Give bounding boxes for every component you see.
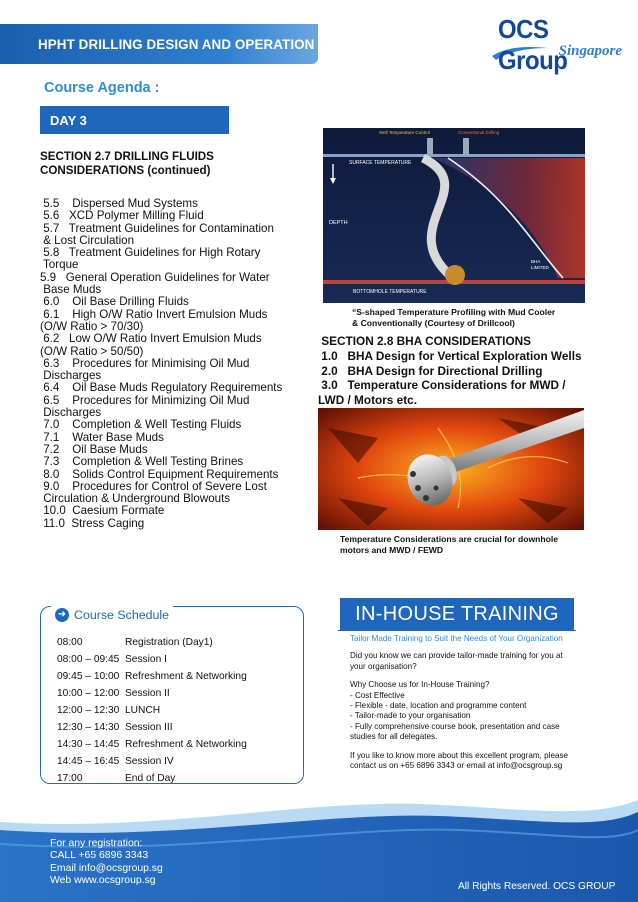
agenda-item: 9.0 Procedures for Control of Severe Lost [40,479,267,493]
drill-bit-figure [318,408,584,530]
schedule-event: Registration (Day1) [125,637,213,648]
agenda-item: Discharges [40,369,102,383]
schedule-time: 17:00 [57,773,83,784]
schedule-event: Session III [125,722,173,733]
agenda-item: Circulation & Underground Blowouts [40,492,231,506]
figure1-label-top-right: Conventional Drilling [458,130,500,135]
section-2-7 [40,150,318,530]
day-label-box [40,106,229,134]
schedule-row [57,668,247,685]
registration-info [50,838,163,887]
schedule-time: 09:45 – 10:00 [57,671,120,682]
figure1-label-depth: DEPTH [329,220,348,226]
schedule-row [57,719,247,736]
bha-item: 1.0 BHA Design for Vertical Exploration Wells [318,348,582,363]
figure1-label-bha-limited: LIMITED [531,265,549,270]
agenda-item: 7.1 Water Base Muds [40,430,164,444]
agenda-item: (O/W Ratio > 50/50) [40,344,144,358]
agenda-item: 6.1 High O/W Ratio Invert Emulsion Muds [40,307,268,321]
course-schedule-box [40,606,304,784]
in-house-intro: Did you know we can provide tailor-made training for you at your organisation? [350,651,563,671]
agenda-item: Torque [40,258,79,272]
schedule-event: End of Day [125,773,176,784]
benefit-item: - Cost Effective [350,690,405,700]
in-house-training-title: IN-HOUSE TRAINING [355,602,559,625]
agenda-item: & Lost Circulation [40,233,135,247]
in-house-training-banner [340,598,574,630]
in-house-why: Why Choose us for In-House Training? [350,680,490,690]
figure1-label-surface: SURFACE TEMPERATURE [349,160,412,166]
section-2-7-item-list [40,198,318,530]
temperature-profile-figure [323,128,585,303]
in-house-divider [338,630,576,631]
schedule-event: Session IV [125,756,174,767]
schedule-row [57,702,247,719]
agenda-item: 8.0 Solids Control Equipment Requirements [40,467,279,481]
logo-name: OCS Group [498,14,568,75]
schedule-time: 08:00 – 09:45 [57,654,120,665]
logo-subtitle: Singapore [558,43,622,59]
in-house-subtitle: Tailor Made Training to Suit the Needs of Your Organization [350,634,563,643]
bha-item: 2.0 BHA Design for Directional Drilling [318,363,543,378]
schedule-row [57,685,247,702]
schedule-row [57,634,247,651]
day-label: DAY 3 [50,112,87,128]
agenda-item: 5.5 Dispersed Mud Systems [40,197,198,210]
agenda-item: 6.4 Oil Base Muds Regulatory Requirements [40,381,283,395]
schedule-time: 10:00 – 12:00 [57,688,120,699]
section-2-7-heading: SECTION 2.7 DRILLING FLUIDS CONSIDERATIONS (continued) [40,150,214,177]
benefit-item: - Tailor-made to your organisation [350,711,471,721]
agenda-item: 6.0 Oil Base Drilling Fluids [40,295,189,309]
figure1-caption: “S-shaped Temperature Profiling with Mud Cooler & Conventionally (Courtesy of Drillcool) [352,307,556,328]
agenda-item: 7.0 Completion & Well Testing Fluids [40,418,242,432]
agenda-item: 6.5 Procedures for Minimizing Oil Mud [40,393,250,407]
agenda-item: 5.9 General Operation Guidelines for Water [40,270,270,284]
schedule-time: 12:00 – 12:30 [57,705,120,716]
agenda-item: 7.3 Completion & Well Testing Brines [40,455,244,469]
header-banner [0,24,318,64]
registration-email[interactable]: Email info@ocsgroup.sg [50,862,163,874]
schedule-row [57,736,247,753]
agenda-item: Discharges [40,406,102,420]
benefit-item: - Flexible - date, location and programme content [350,701,527,711]
figure1-label-top-left: Well Temperature Control [379,130,430,135]
figure1-label-bottom: BOTTOMHOLE TEMPERATURE [353,289,427,295]
in-house-contact: If you like to know more about this excellent program, please contact us on +65 6896 3343 or email at info@ocsgroup.sg [350,750,568,771]
schedule-event: LUNCH [125,705,161,716]
schedule-row [57,651,247,668]
registration-title: For any registration: [50,838,143,849]
agenda-item: 10.0 Caesium Formate [40,504,165,518]
agenda-item: 6.2 Low O/W Ratio Invert Emulsion Muds [40,332,262,346]
course-schedule-title: Course Schedule [74,608,170,622]
agenda-item: 7.2 Oil Base Muds [40,442,148,456]
arrow-right-icon: ➜ [55,608,69,622]
in-house-training-body [350,634,568,771]
schedule-event: Session I [125,654,167,665]
agenda-item: 5.7 Treatment Guidelines for Contamination [40,221,274,235]
course-agenda-title: Course Agenda : [44,80,160,96]
agenda-item: 5.8 Treatment Guidelines for High Rotary [40,246,261,260]
figure1-label-bha: BHA [531,259,541,264]
benefit-item: - Fully comprehensive course book, presentation and case studies for all delegates. [350,721,560,742]
agenda-item: 5.6 XCD Polymer Milling Fluid [40,209,204,223]
schedule-time: 12:30 – 14:30 [57,722,120,733]
registration-call[interactable]: CALL +65 6896 3343 [50,850,149,862]
registration-web[interactable]: Web www.ocsgroup.sg [50,874,156,886]
section-2-8-heading: SECTION 2.8 BHA CONSIDERATIONS [318,334,532,348]
figure2-caption: Temperature Considerations are crucial for downhole motors and MWD / FEWD [340,534,559,555]
schedule-event: Refreshment & Networking [125,739,247,750]
course-schedule-header [51,605,173,625]
schedule-event: Session II [125,688,170,699]
agenda-item: 6.3 Procedures for Minimising Oil Mud [40,356,250,370]
header-title: HPHT DRILLING DESIGN AND OPERATION [38,36,315,52]
copyright-notice: All Rights Reserved. OCS GROUP [458,881,616,892]
agenda-item: 11.0 Stress Caging [40,516,145,530]
schedule-time: 14:30 – 14:45 [57,739,120,750]
agenda-item: (O/W Ratio > 70/30) [40,319,144,333]
section-2-8 [318,334,618,408]
ocs-group-logo[interactable] [490,14,622,75]
in-house-benefits-list [350,691,568,743]
schedule-time: 14:45 – 16:45 [57,756,120,767]
bha-item: LWD / Motors etc. [318,393,417,408]
schedule-event: Refreshment & Networking [125,671,247,682]
agenda-item: Base Muds [40,283,102,297]
bha-item: 3.0 Temperature Considerations for MWD / [318,378,566,393]
schedule-time: 08:00 [57,637,83,648]
